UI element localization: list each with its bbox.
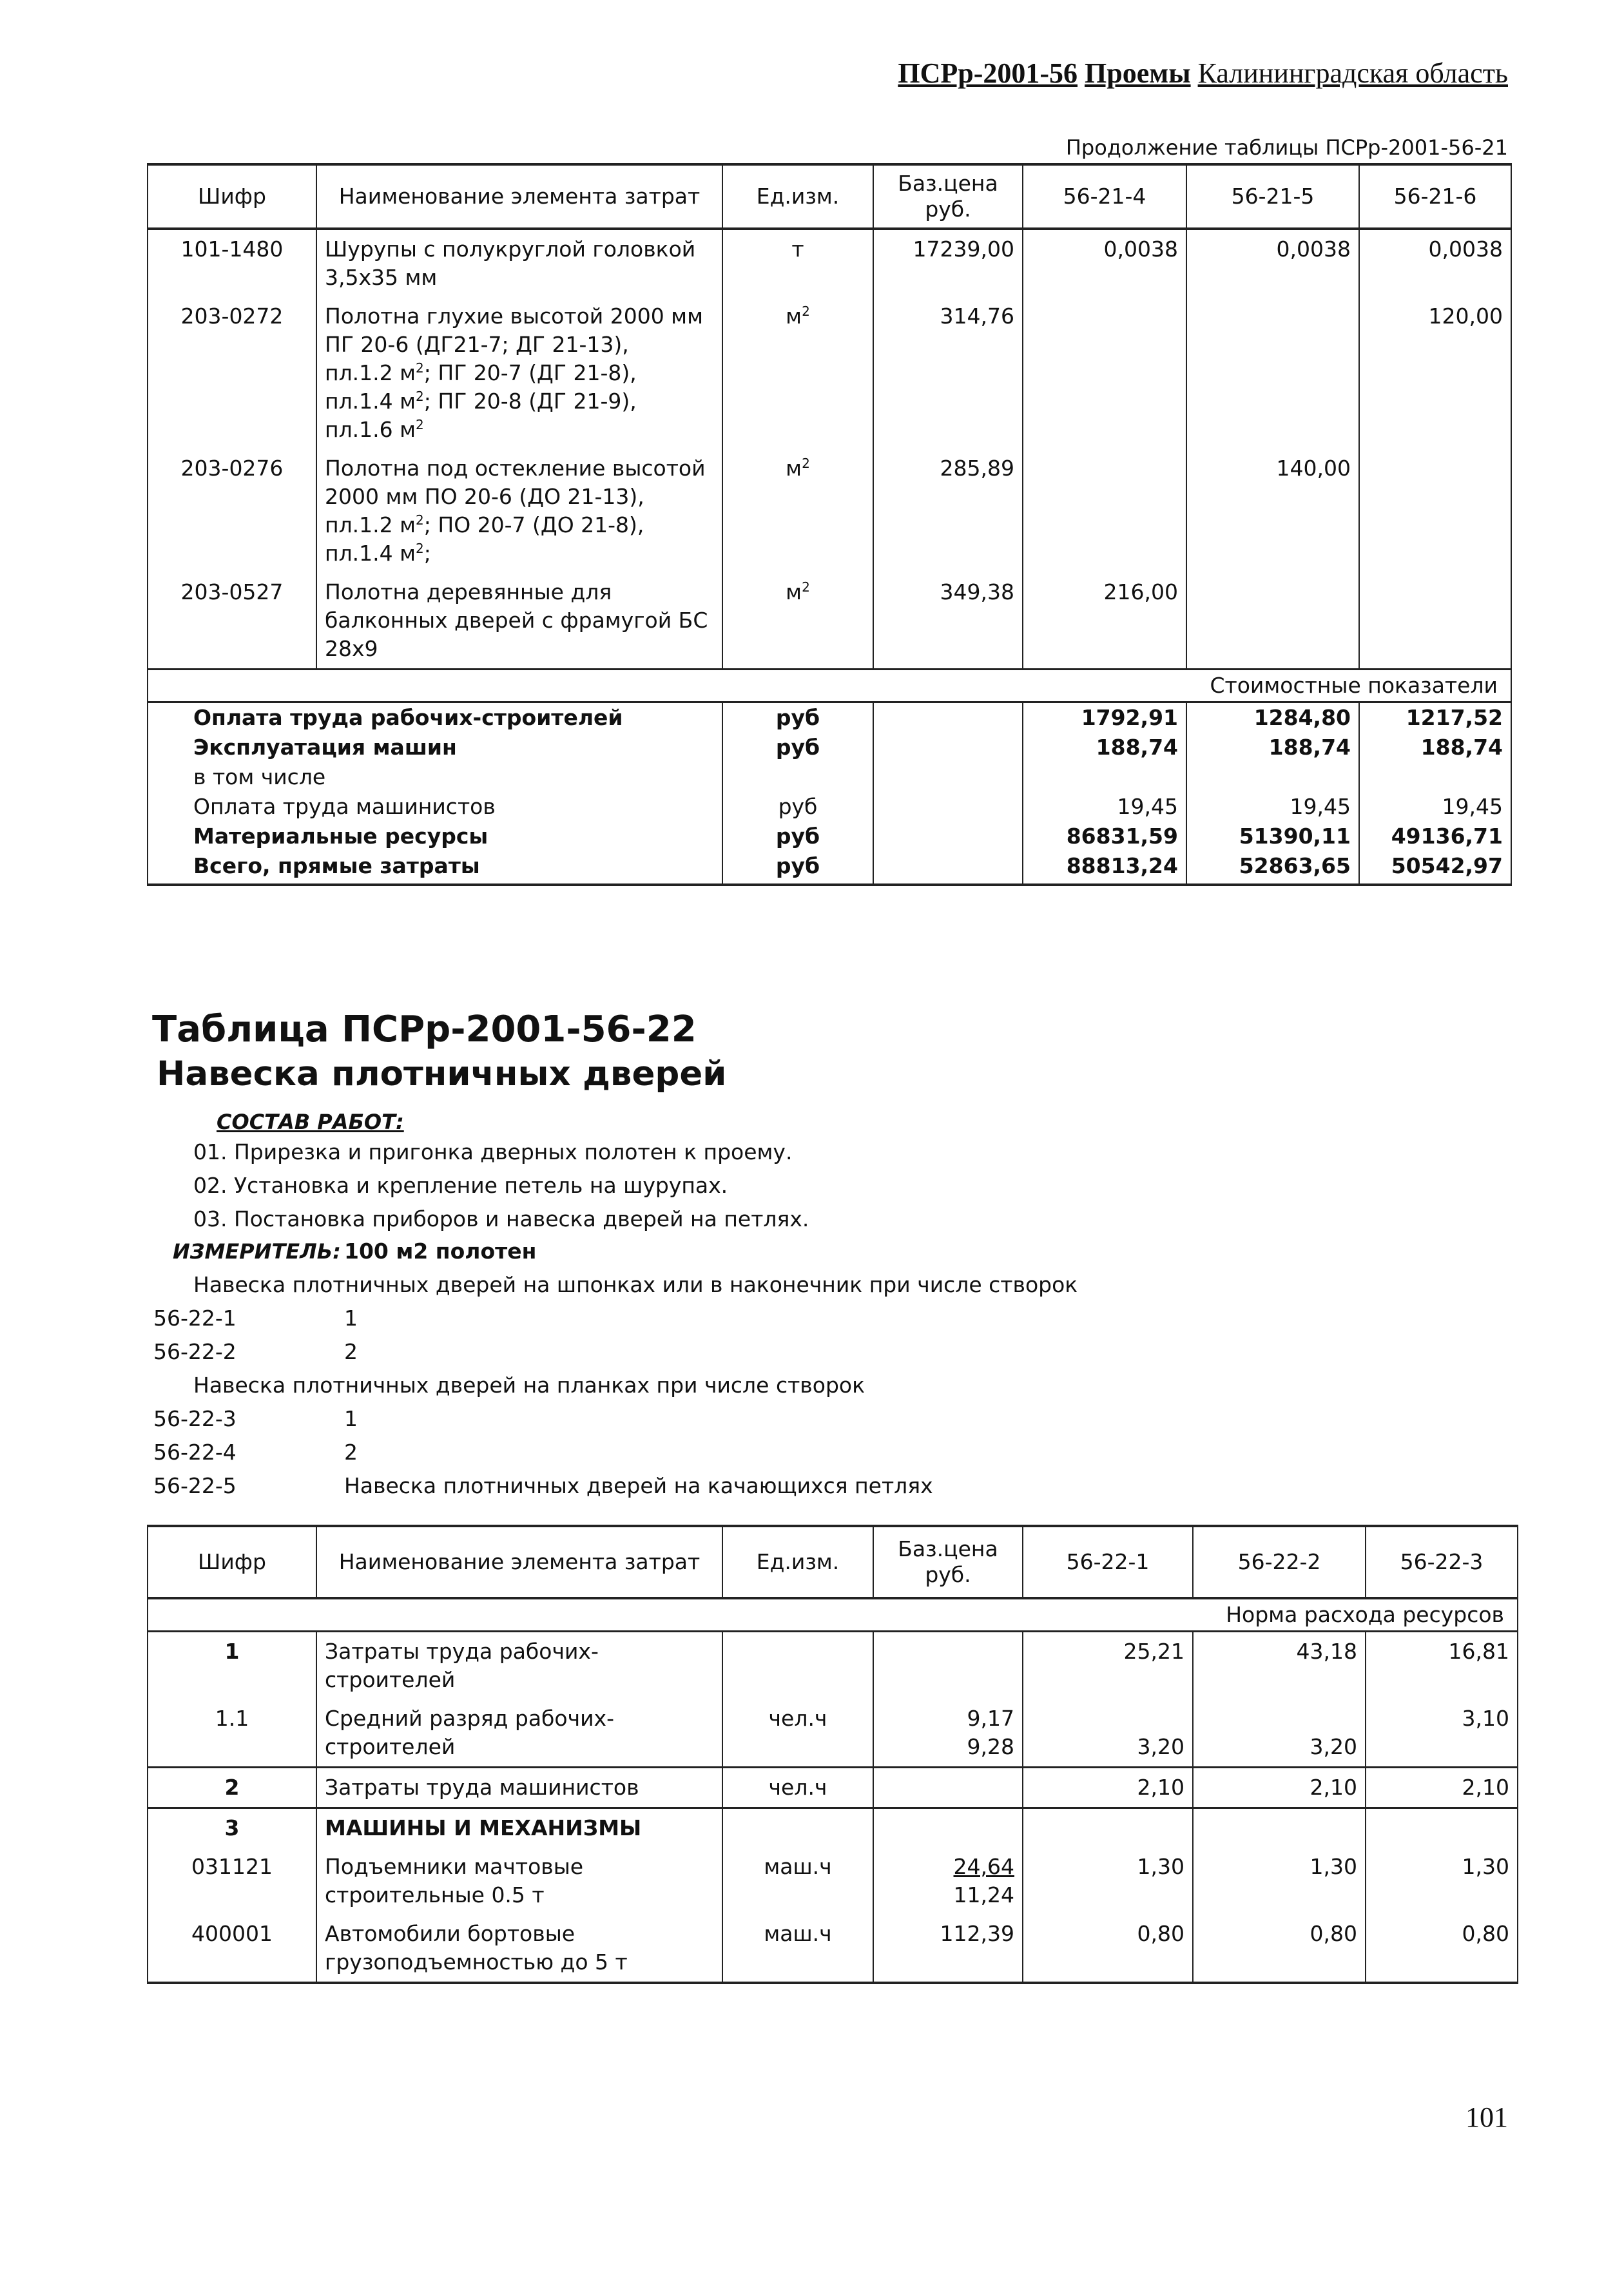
header-col-3: 56-22-3: [1366, 1526, 1518, 1598]
group-heading: Навеска плотничных дверей на шпонках или в наконечник при числе створок: [193, 1272, 1078, 1297]
variant-code: 56-22-4: [153, 1440, 237, 1465]
table-row: [148, 1768, 1518, 1808]
variant-text: 2: [344, 1339, 358, 1364]
total-label: Оплата труда машинистов: [148, 792, 722, 822]
row-name: Полотна глухие высотой 2000 мм ПГ 20-6 (ДГ21-7; ДГ 21-13), пл.1.2 $м^2$; ПГ 20-7 (ДГ 21-8), пл.1.4 $м^2$; ПГ 20-8 (ДГ 21-9), пл.1.6 $м^2$: [316, 297, 722, 449]
total-empty: [873, 762, 1023, 792]
total-unit: [722, 762, 873, 792]
row-value: 16,81: [1366, 1632, 1518, 1700]
row-value: 0,80: [1023, 1915, 1193, 1983]
total-value: 86831,59: [1023, 822, 1186, 851]
row-value: 3,20: [1193, 1699, 1366, 1768]
running-header: [0, 57, 1508, 90]
row-value: 0,80: [1366, 1915, 1518, 1983]
total-unit: руб: [722, 702, 873, 733]
total-label: в том числе: [148, 762, 722, 792]
page-number: 101: [1465, 2101, 1508, 2133]
row-value: 0,0038: [1023, 229, 1186, 297]
variant-text: Навеска плотничных дверей на качающихся петлях: [344, 1473, 933, 1498]
cost-band-row: [148, 670, 1511, 702]
row-value: 1,30: [1366, 1848, 1518, 1915]
row-value: 2,10: [1193, 1768, 1366, 1808]
table-header-row: [148, 164, 1511, 229]
total-value: 88813,24: [1023, 851, 1186, 885]
variant-code: 56-22-5: [153, 1473, 237, 1498]
row-value: [1193, 1808, 1366, 1848]
row-unit: чел.ч: [722, 1768, 873, 1808]
section-subtitle: Навеска плотничных дверей: [157, 1054, 727, 1094]
row-price: [873, 1632, 1023, 1700]
row-unit: маш.ч: [722, 1915, 873, 1983]
header-col-1: 56-22-1: [1023, 1526, 1193, 1598]
header-unit: Ед.изм.: [722, 164, 873, 229]
row-unit: маш.ч: [722, 1848, 873, 1915]
total-value: 188,74: [1186, 733, 1359, 762]
total-empty: [873, 822, 1023, 851]
variant-text: 1: [344, 1306, 358, 1331]
table-row: [148, 573, 1511, 670]
row-name: Средний разряд рабочих- строителей: [316, 1699, 722, 1768]
row-value: [1023, 297, 1186, 449]
total-empty: [873, 851, 1023, 885]
total-value: [1023, 762, 1186, 792]
row-name: Подъемники мачтовые строительные 0.5 т: [316, 1848, 722, 1915]
total-value: 1792,91: [1023, 702, 1186, 733]
header-name: Наименование элемента затрат: [316, 1526, 722, 1598]
norm-band-label: Норма расхода ресурсов: [148, 1598, 1518, 1632]
row-value: 25,21: [1023, 1632, 1193, 1700]
total-value: 1284,80: [1186, 702, 1359, 733]
table-body: [148, 229, 1511, 670]
total-row: [148, 702, 1511, 733]
row-price: 9,17 9,28: [873, 1699, 1023, 1768]
total-row: [148, 822, 1511, 851]
table-row: [148, 1848, 1518, 1915]
row-name: Автомобили бортовые грузоподъемностью до 5 т: [316, 1915, 722, 1983]
total-label: Материальные ресурсы: [148, 822, 722, 851]
meter-line: [173, 1239, 536, 1264]
total-unit: руб: [722, 851, 873, 885]
row-value: [1366, 1808, 1518, 1848]
row-value: 120,00: [1359, 297, 1511, 449]
total-value: 49136,71: [1359, 822, 1511, 851]
group-heading: Навеска плотничных дверей на планках при числе створок: [193, 1373, 865, 1398]
total-label: Оплата труда рабочих-строителей: [148, 702, 722, 733]
total-value: [1359, 762, 1511, 792]
row-value: 216,00: [1023, 573, 1186, 670]
total-row: [148, 792, 1511, 822]
total-value: [1186, 762, 1359, 792]
header-col-1: 56-21-4: [1023, 164, 1186, 229]
row-name: Полотна деревянные для балконных дверей с фрамугой БС 28х9: [316, 573, 722, 670]
norm-band-row: [148, 1598, 1518, 1632]
work-item: 02. Установка и крепление петель на шурупах.: [193, 1173, 728, 1198]
section-title: Таблица ПСРр-2001-56-22: [152, 1009, 697, 1050]
row-unit: $м^2$: [722, 297, 873, 449]
row-code: 1.1: [148, 1699, 316, 1768]
variant-code: 56-22-2: [153, 1339, 237, 1364]
header-col-3: 56-21-6: [1359, 164, 1511, 229]
header-col-2: 56-22-2: [1193, 1526, 1366, 1598]
row-unit: $м^2$: [722, 573, 873, 670]
row-value: 3,10: [1366, 1699, 1518, 1768]
row-value: 43,18: [1193, 1632, 1366, 1700]
row-value: [1359, 573, 1511, 670]
row-code: 3: [148, 1808, 316, 1848]
row-value: 140,00: [1186, 449, 1359, 573]
table-row: [148, 229, 1511, 297]
table-row: [148, 297, 1511, 449]
table-row: [148, 1915, 1518, 1983]
variant-text: 2: [344, 1440, 358, 1465]
row-price: 17239,00: [873, 229, 1023, 297]
table-header-row: [148, 1526, 1518, 1598]
row-value: [1023, 449, 1186, 573]
row-code: 203-0276: [148, 449, 316, 573]
header-col-2: 56-21-5: [1186, 164, 1359, 229]
row-value: 1,30: [1023, 1848, 1193, 1915]
resource-table-56-22: [147, 1525, 1518, 1984]
row-price: 349,38: [873, 573, 1023, 670]
total-empty: [873, 792, 1023, 822]
row-unit: $м^2$: [722, 449, 873, 573]
table-body: [148, 1598, 1518, 1983]
total-empty: [873, 733, 1023, 762]
row-value: 1,30: [1193, 1848, 1366, 1915]
total-row: [148, 851, 1511, 885]
total-label: Эксплуатация машин: [148, 733, 722, 762]
header-code: Шифр: [148, 164, 316, 229]
header-name: Наименование элемента затрат: [316, 164, 722, 229]
row-value: [1186, 297, 1359, 449]
row-name: Затраты труда машинистов: [316, 1768, 722, 1808]
total-value: 19,45: [1186, 792, 1359, 822]
cost-band-label: Стоимостные показатели: [148, 670, 1511, 702]
header-price: Баз.цена руб.: [873, 164, 1023, 229]
total-value: 188,74: [1023, 733, 1186, 762]
row-price: 112,39: [873, 1915, 1023, 1983]
total-unit: руб: [722, 792, 873, 822]
variant-code: 56-22-3: [153, 1406, 237, 1431]
resource-table-56-21: [147, 163, 1512, 886]
table-row: [148, 1808, 1518, 1848]
row-unit: т: [722, 229, 873, 297]
running-header-region: Калининградская область: [1197, 57, 1508, 89]
total-unit: руб: [722, 822, 873, 851]
row-name: МАШИНЫ И МЕХАНИЗМЫ: [316, 1808, 722, 1848]
work-item: 01. Прирезка и пригонка дверных полотен к проему.: [193, 1139, 793, 1164]
row-price: 24,64 11,24: [873, 1848, 1023, 1915]
total-value: 50542,97: [1359, 851, 1511, 885]
total-value: 188,74: [1359, 733, 1511, 762]
work-item: 03. Постановка приборов и навеска дверей на петлях.: [193, 1206, 809, 1231]
row-code: 203-0527: [148, 573, 316, 670]
row-name: Полотна под остекление высотой 2000 мм ПО 20-6 (ДО 21-13), пл.1.2 $м^2$; ПО 20-7 (ДО 21-8), пл.1.4 $м^2$;: [316, 449, 722, 573]
row-name: Шурупы с полукруглой головкой 3,5х35 мм: [316, 229, 722, 297]
row-value: 0,80: [1193, 1915, 1366, 1983]
row-code: 101-1480: [148, 229, 316, 297]
meter-label: ИЗМЕРИТЕЛЬ:: [173, 1239, 341, 1264]
row-unit: [722, 1808, 873, 1848]
running-header-section: Проемы: [1085, 57, 1191, 89]
row-value: 3,20: [1023, 1699, 1193, 1768]
row-value: [1359, 449, 1511, 573]
header-unit: Ед.изм.: [722, 1526, 873, 1598]
variant-text: 1: [344, 1406, 358, 1431]
total-value: 51390,11: [1186, 822, 1359, 851]
row-value: 2,10: [1366, 1768, 1518, 1808]
total-row: [148, 762, 1511, 792]
total-label: Всего, прямые затраты: [148, 851, 722, 885]
total-value: 19,45: [1359, 792, 1511, 822]
row-unit: [722, 1632, 873, 1700]
row-name: Затраты труда рабочих- строителей: [316, 1632, 722, 1700]
row-price: 314,76: [873, 297, 1023, 449]
variant-code: 56-22-1: [153, 1306, 237, 1331]
row-value: 0,0038: [1359, 229, 1511, 297]
table-row: [148, 1699, 1518, 1768]
row-value: 2,10: [1023, 1768, 1193, 1808]
continuation-note: Продолжение таблицы ПСРр-2001-56-21: [1065, 135, 1508, 160]
row-code: 203-0272: [148, 297, 316, 449]
total-value: 19,45: [1023, 792, 1186, 822]
total-row: [148, 733, 1511, 762]
row-code: 2: [148, 1768, 316, 1808]
row-unit: чел.ч: [722, 1699, 873, 1768]
row-price: [873, 1768, 1023, 1808]
running-header-code: ПСРр-2001-56: [898, 57, 1078, 89]
row-price: 285,89: [873, 449, 1023, 573]
total-empty: [873, 702, 1023, 733]
total-value: 1217,52: [1359, 702, 1511, 733]
table-row: [148, 1632, 1518, 1700]
total-unit: руб: [722, 733, 873, 762]
total-value: 52863,65: [1186, 851, 1359, 885]
row-code: 400001: [148, 1915, 316, 1983]
row-code: 1: [148, 1632, 316, 1700]
meter-value: 100 м2 полотен: [344, 1239, 537, 1264]
row-value: [1023, 1808, 1193, 1848]
table-row: [148, 449, 1511, 573]
row-value: 0,0038: [1186, 229, 1359, 297]
row-price: [873, 1808, 1023, 1848]
header-code: Шифр: [148, 1526, 316, 1598]
row-value: [1186, 573, 1359, 670]
header-price: Баз.цена руб.: [873, 1526, 1023, 1598]
cost-totals: [148, 670, 1511, 885]
work-composition-label: СОСТАВ РАБОТ:: [217, 1110, 404, 1134]
row-code: 031121: [148, 1848, 316, 1915]
